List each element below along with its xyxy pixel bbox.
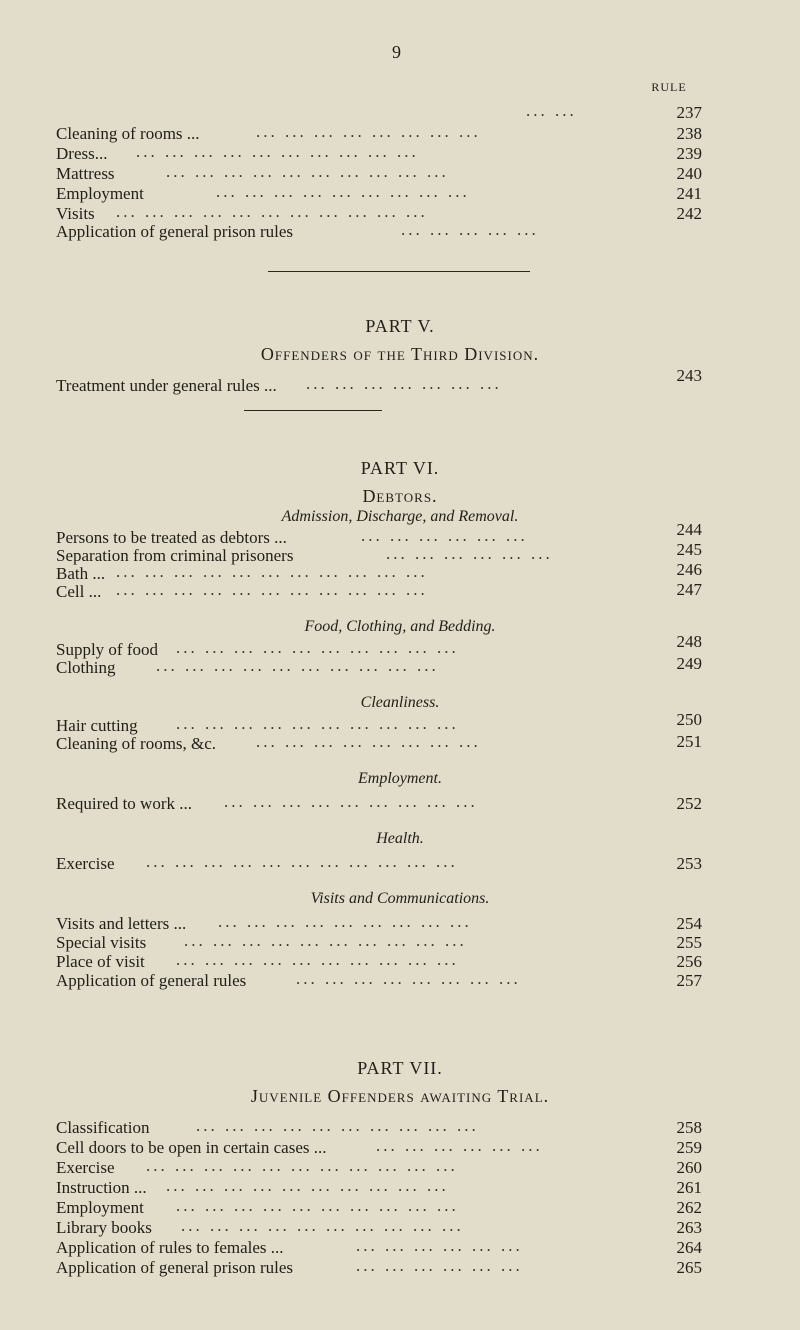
leader-dots: ... ... ... ... ... ... ... ... [256,122,481,141]
rule-number: 242 [676,204,702,223]
list-item: Employment ... ... ... ... ... ... ... ... ... ... 262 [56,1196,702,1217]
rule-number: 250 [676,710,702,729]
list-item: Supply of food ... ... ... ... ... ... ... ... ... ... 248 [56,632,702,659]
rule-number: 253 [676,854,702,873]
leader-dots: ... ... ... ... ... ... [386,544,553,563]
list-item: Visits ... ... ... ... ... ... ... ... ... ... ... 242 [56,202,702,223]
rule-number: 249 [676,654,702,673]
leader-dots: ... ... ... ... ... ... [376,1136,543,1155]
leader-dots: ... ... ... ... ... ... ... ... ... ... [166,1176,449,1195]
rule-number: 238 [676,124,702,143]
leader-dots: ... ... ... ... ... ... ... ... ... ... ... [116,202,428,221]
leader-dots: ... ... ... ... ... ... ... ... ... [218,912,472,931]
list-item: Employment ... ... ... ... ... ... ... ... ... 241 [56,182,702,203]
list-item: Treatment under general rules ... ... ... ... ... ... ... ... 243 [56,366,702,395]
part-heading: PART VI. [360,458,440,478]
page-number: 9 [392,42,401,62]
list-item: Application of rules to females ... ... ... ... ... ... ... 264 [56,1236,702,1257]
list-item: Persons to be treated as debtors ... ... ... ... ... ... ... 244 [56,520,702,547]
leader-dots: ... ... ... ... ... ... ... ... ... ... [196,1116,479,1135]
leader-dots: ... ... ... ... ... ... [361,526,528,545]
leader-dots: ... ... ... ... ... ... ... ... ... ... ... [116,580,428,599]
list-item: Required to work ... ... ... ... ... ... ... ... ... ... 252 [56,792,702,813]
rule-number: 258 [676,1118,702,1137]
rule-number: 259 [676,1138,702,1157]
leader-dots: ... ... ... ... ... ... ... ... ... ... [176,714,459,733]
rule-number: 263 [676,1218,702,1237]
section-heading: Visits and Communications. [310,890,490,907]
rule-number: 241 [676,184,702,203]
list-item: Special visits ... ... ... ... ... ... ... ... ... ... 255 [56,931,702,952]
leader-dots: ... ... ... ... ... ... ... ... ... [224,792,478,811]
leader-dots: ... ... ... ... ... ... ... ... ... ... ... [116,562,428,581]
rule-number: 237 [676,103,702,122]
leader-dots: ... ... ... ... ... ... ... ... ... ... [181,1216,464,1235]
rule-number: 244 [676,520,702,539]
list-item: Separation from criminal prisoners ... ... ... ... ... ... 245 [56,540,702,565]
rule-number: 248 [676,632,702,651]
list-item [56,103,702,123]
leader-dots: ... ... ... ... ... ... ... ... ... ... [176,638,459,657]
leader-dots: ... ... ... ... ... ... ... ... [256,732,481,751]
leader-dots: ... ... ... ... ... [401,220,539,239]
leader-dots: ... ... ... ... ... ... ... ... [296,969,521,988]
list-item: Dress... ... ... ... ... ... ... ... ... ... ... 239 [56,142,702,163]
rule-number: 257 [676,971,702,990]
list-item: Cleaning of rooms, &c. ... ... ... ... ... ... ... ... 251 [56,732,702,753]
list-item: Place of visit ... ... ... ... ... ... ... ... ... ... 256 [56,950,702,971]
list-item: Exercise ... ... ... ... ... ... ... ... ... ... ... 253 [56,852,702,873]
leader-dots: ... ... ... ... ... ... [356,1236,523,1255]
part-heading: PART VII. [357,1058,443,1078]
part-subtitle: Debtors. [362,486,438,506]
rule-number: 256 [676,952,702,971]
list-item: Application of general prison rules ... ... ... ... ... ... 265 [56,1256,702,1277]
rule-number: 265 [676,1258,702,1277]
list-item: Instruction ... ... ... ... ... ... ... ... ... ... ... 261 [56,1176,702,1197]
rule-number: 247 [676,580,702,599]
leader-dots: ... ... ... ... ... ... ... ... ... ... [176,950,459,969]
leader-dots: ... ... [526,101,577,120]
list-item: Visits and letters ... ... ... ... ... ... ... ... ... ... 254 [56,912,702,933]
rule-number: 264 [676,1238,702,1257]
list-item: Classification ... ... ... ... ... ... ... ... ... ... 258 [56,1116,702,1137]
list-item: Hair cutting ... ... ... ... ... ... ... ... ... ... 250 [56,710,702,735]
rule-number: 252 [676,794,702,813]
rule-number: 251 [676,732,702,751]
leader-dots: ... ... ... ... ... ... ... ... ... ... [136,142,419,161]
list-item: Application of general rules ... ... ... ... ... ... ... ... 257 [56,969,702,990]
leader-dots: ... ... ... ... ... ... [356,1256,523,1275]
list-item: Clothing ... ... ... ... ... ... ... ... ... ... 249 [56,654,702,677]
leader-dots: ... ... ... ... ... ... ... ... ... ... [184,931,467,950]
part-heading: PART V. [365,316,435,336]
rule-number: 246 [676,560,702,579]
leader-dots: ... ... ... ... ... ... ... ... ... ... ... [146,1156,458,1175]
section-heading: Admission, Discharge, and Removal. [281,508,519,525]
leader-dots: ... ... ... ... ... ... ... ... ... ... [176,1196,459,1215]
section-heading: Employment. [358,770,442,787]
section-heading: Health. [376,830,424,847]
leader-dots: ... ... ... ... ... ... ... [306,374,502,393]
rule-number: 260 [676,1158,702,1177]
list-item: Cell doors to be open in certain cases ... ... ... ... ... ... ... 259 [56,1136,702,1157]
rule-number: 239 [676,144,702,163]
section-heading: Cleanliness. [360,694,440,711]
leader-dots: ... ... ... ... ... ... ... ... ... ... [166,162,449,181]
list-item: Exercise ... ... ... ... ... ... ... ... ... ... ... 260 [56,1156,702,1177]
rule-number: 262 [676,1198,702,1217]
leader-dots: ... ... ... ... ... ... ... ... ... [216,182,470,201]
list-item: Library books ... ... ... ... ... ... ... ... ... ... 263 [56,1216,702,1237]
list-item: Application of general prison rules ... ... ... ... ... [56,222,702,242]
rule-number: 261 [676,1178,702,1197]
divider [268,271,530,272]
rule-number: 254 [676,914,702,933]
divider [244,410,382,411]
rule-number: 255 [676,933,702,952]
leader-dots: ... ... ... ... ... ... ... ... ... ... [156,656,439,675]
rule-number: 243 [676,366,702,385]
rule-number: 245 [676,540,702,559]
part-subtitle: Offenders of the Third Division. [260,344,540,364]
leader-dots: ... ... ... ... ... ... ... ... ... ... ... [146,852,458,871]
rule-column-header: RULE [651,80,687,94]
section-heading: Food, Clothing, and Bedding. [304,618,496,635]
list-item: Cleaning of rooms ... ... ... ... ... ... ... ... ... 238 [56,122,702,143]
list-item: Bath ... ... ... ... ... ... ... ... ... ... ... ... 246 [56,560,702,583]
part-subtitle: Juvenile Offenders awaiting Trial. [250,1086,550,1106]
list-item: Cell ... ... ... ... ... ... ... ... ... ... ... ... 247 [56,580,702,601]
rule-number: 240 [676,164,702,183]
list-item: Mattress ... ... ... ... ... ... ... ... ... ... 240 [56,162,702,183]
